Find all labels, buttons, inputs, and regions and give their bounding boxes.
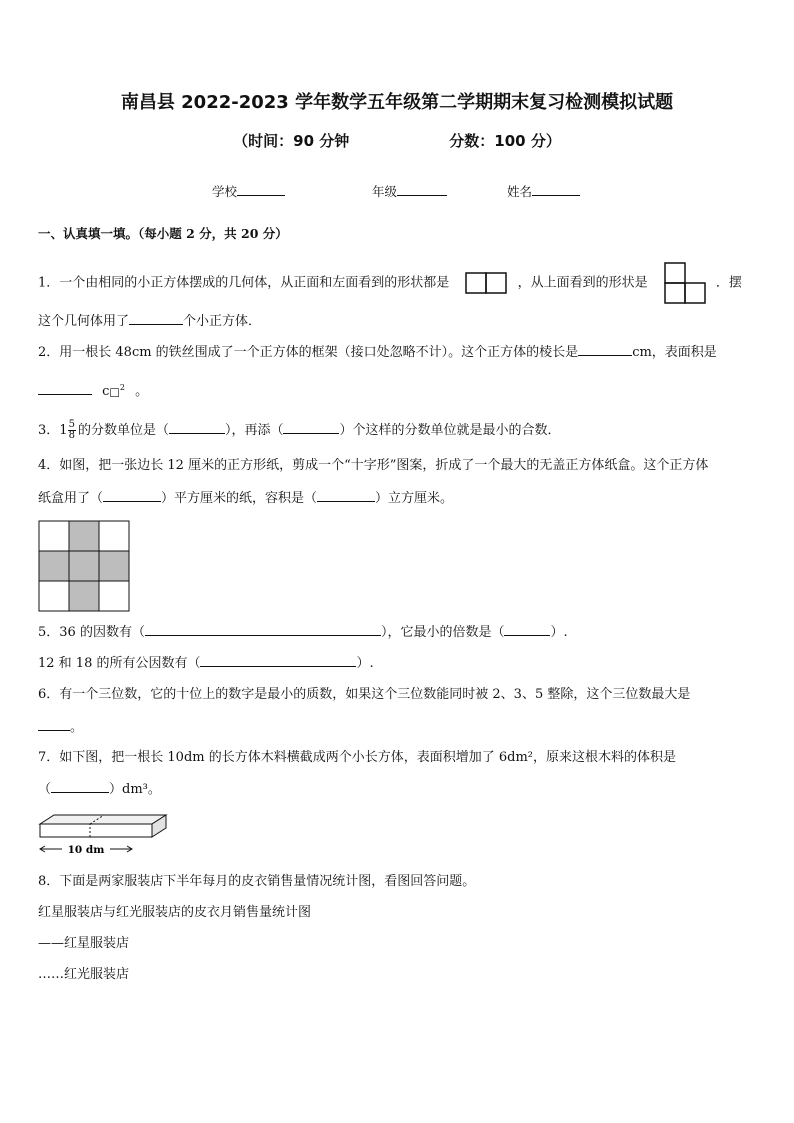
cross-pattern-figure	[38, 520, 130, 612]
q3-number: 3．	[38, 423, 60, 438]
q7-text: （	[38, 782, 52, 797]
view-square	[466, 273, 486, 293]
q5-multiple-blank[interactable]	[504, 623, 550, 636]
q3-text: 的分数单位是（	[77, 423, 169, 438]
section-heading: 一、认真填一填。（每小题 2 分，共 20 分）	[38, 226, 288, 241]
q2-unit-sup: 2	[119, 383, 125, 392]
q4-volume-blank[interactable]	[317, 489, 375, 502]
view-square	[665, 263, 685, 283]
question-6-line2	[38, 718, 83, 737]
timber-figure	[38, 812, 170, 858]
question-4: 4．如图，把一张边长 12 厘米的正方形纸，剪成一个“十字形”图案，折成了一个最大的无盖正方体纸盒。这个正方体	[38, 458, 709, 473]
q3-unit-blank[interactable]	[169, 421, 225, 434]
q1-text: ，从上面看到的形状是	[517, 275, 648, 291]
grade-blank[interactable]	[397, 183, 447, 196]
front-view-figure	[465, 272, 507, 294]
q1-text: 这个几何体用了	[38, 314, 130, 329]
grade-label: 年级	[372, 184, 398, 199]
q6-answer-blank[interactable]	[38, 718, 70, 731]
q5-common-factors-blank[interactable]	[200, 654, 356, 667]
question-6: 6．有一个三位数，它的十位上的数字是最小的质数，如果这个三位数能同时被 2、3、5 整除，这个三位数最大是	[38, 687, 691, 702]
school-blank[interactable]	[237, 183, 285, 196]
q3-denominator: 8	[68, 430, 75, 441]
question-3	[38, 420, 560, 441]
question-1	[38, 262, 742, 304]
name-label: 姓名	[507, 184, 533, 199]
cross-horizontal-bar	[39, 551, 129, 581]
name-field	[507, 182, 580, 200]
legend-red-light: ……红光服装店	[38, 967, 130, 982]
view-square	[685, 283, 705, 303]
q3-count-blank[interactable]	[283, 421, 339, 434]
question-2-line2	[38, 379, 148, 401]
q2-text: cm，表面积是	[632, 345, 717, 360]
q1-text: 1．一个由相同的小正方体摆成的几何体，从正面和左面看到的形状都是	[38, 275, 450, 291]
q4-text: ）立方厘米。	[375, 491, 454, 506]
top-view-figure	[664, 262, 706, 304]
q5-factors-blank[interactable]	[145, 623, 381, 636]
view-square	[486, 273, 506, 293]
q5-text: ）.	[356, 656, 374, 671]
q3-numerator: 5	[68, 419, 75, 430]
score-label: 分数：100 分）	[449, 132, 561, 150]
exam-title: 南昌县 2022-2023 学年数学五年级第二学期期末复习检测模拟试题	[120, 92, 674, 113]
q3-fraction	[68, 420, 76, 441]
exam-subtitle	[0, 130, 794, 151]
q4-text: ）平方厘米的纸，容积是（	[161, 491, 318, 506]
q2-unit: c	[102, 384, 110, 400]
chart-title: 红星服装店与红光服装店的皮衣月销售量统计图	[38, 905, 312, 920]
q5-text: ）.	[550, 625, 568, 640]
q2-area-blank[interactable]	[38, 382, 92, 395]
q5-text: ），它最小的倍数是（	[380, 625, 505, 640]
q2-edge-blank[interactable]	[578, 343, 632, 356]
name-blank[interactable]	[532, 183, 580, 196]
grade-field	[372, 182, 447, 200]
question-4-line2	[38, 489, 453, 508]
q2-text: 2．用一根长 48cm 的铁丝围成了一个正方体的框架（接口处忽略不计）。这个正方体的棱长是	[38, 345, 579, 360]
q7-text: ）dm³。	[109, 782, 161, 797]
timber-top-face	[40, 815, 166, 824]
q1-text: ．摆	[715, 275, 742, 291]
q4-text: 纸盒用了（	[38, 491, 104, 506]
q5-text: 12 和 18 的所有公因数有（	[38, 656, 201, 671]
q3-text: ）个这样的分数单位就是最小的合数．	[339, 423, 561, 438]
question-8: 8．下面是两家服装店下半年每月的皮衣销售量情况统计图，看图回答问题。	[38, 874, 476, 889]
q4-paper-blank[interactable]	[103, 489, 161, 502]
q2-text: 。	[135, 384, 149, 400]
question-5	[38, 623, 568, 642]
school-field	[212, 182, 285, 200]
question-1-line2	[38, 312, 261, 331]
q5-text: 5．36 的因数有（	[38, 625, 145, 640]
question-2	[38, 343, 717, 362]
time-label: （时间：90 分钟	[233, 132, 350, 150]
q7-volume-blank[interactable]	[51, 780, 109, 793]
q2-unit-box: □	[109, 385, 120, 399]
q1-text: 个小正方体．	[183, 314, 262, 329]
timber-front-face	[40, 824, 152, 837]
legend-red-star: ——红星服装店	[38, 936, 130, 951]
dimension-label: 10 dm	[67, 844, 105, 856]
question-5-line2	[38, 654, 374, 673]
q3-text: ），再添（	[224, 423, 284, 438]
q6-text: 。	[70, 720, 84, 735]
school-label: 学校	[212, 184, 238, 199]
q3-whole: 1	[59, 423, 68, 438]
question-7: 7．如下图，把一根长 10dm 的长方体木料横截成两个小长方体，表面积增加了 6dm²，原来这根木料的体积是	[38, 750, 676, 765]
view-square	[665, 283, 685, 303]
question-7-line2	[38, 780, 161, 799]
q1-answer-blank[interactable]	[129, 312, 183, 325]
